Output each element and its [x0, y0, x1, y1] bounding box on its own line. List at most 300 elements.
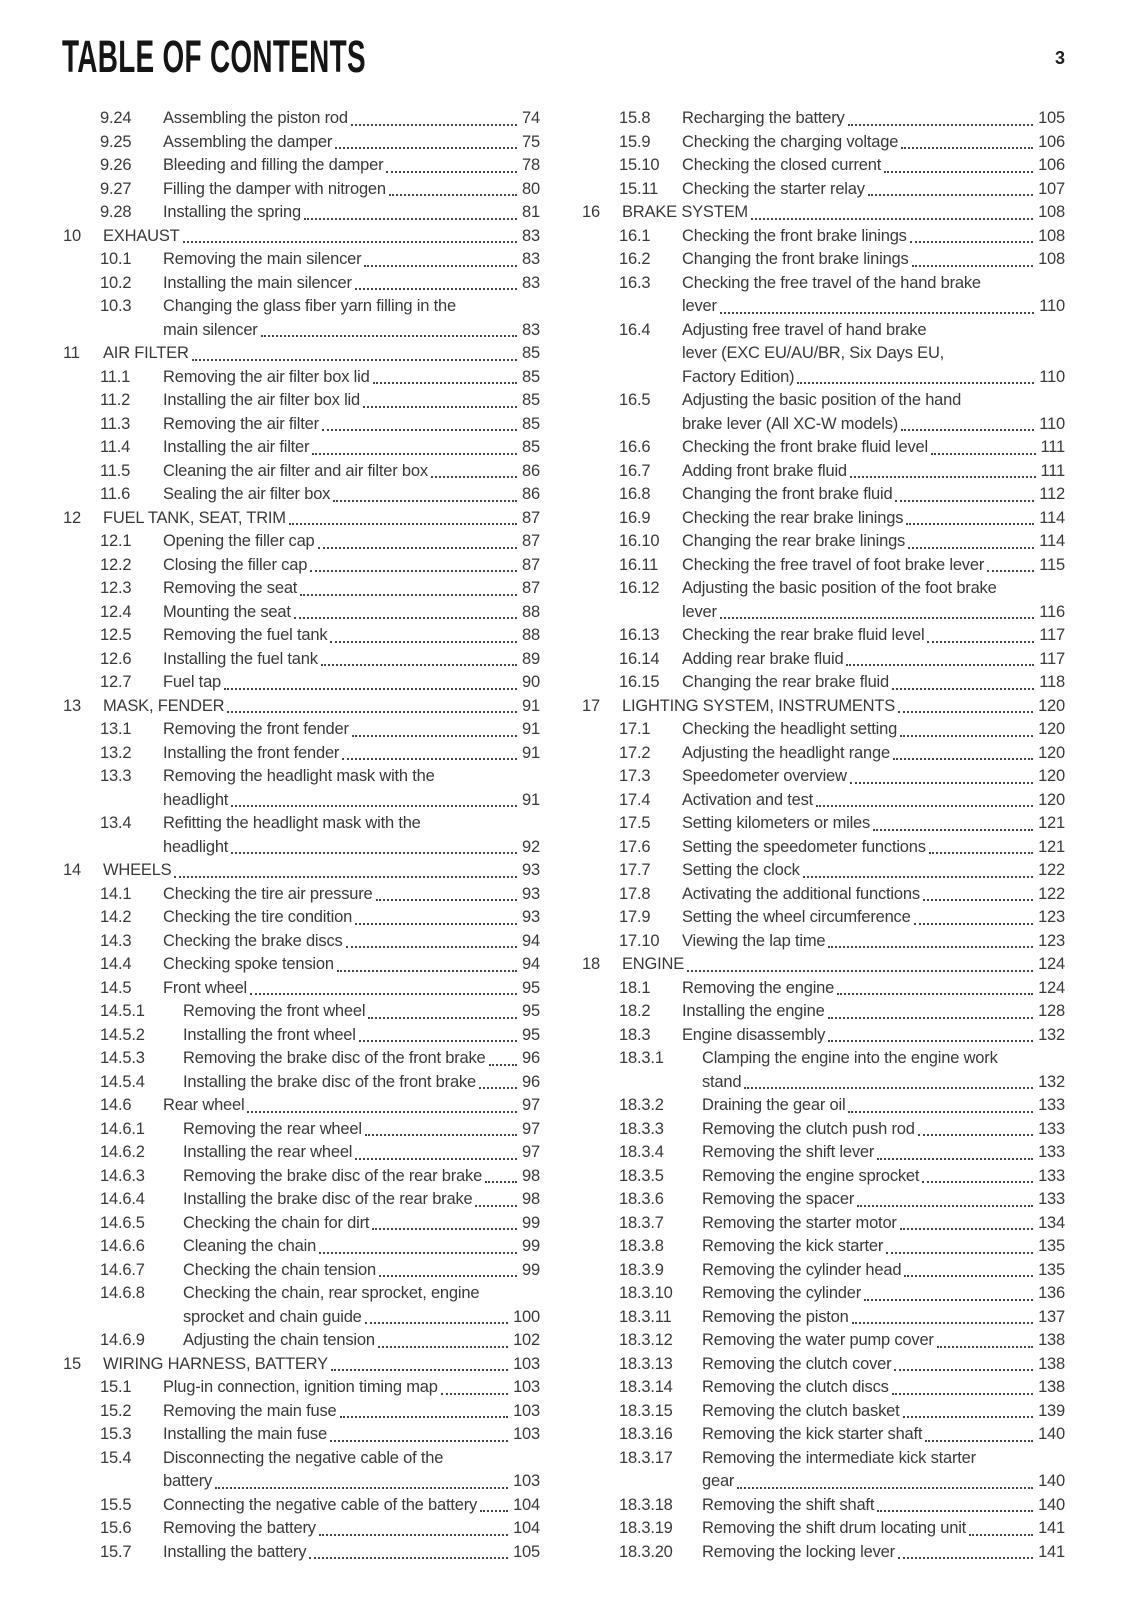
toc-entry — [582, 812, 1065, 836]
entry-body — [702, 1212, 1065, 1236]
dot-leader — [355, 288, 517, 290]
entry-last-line — [702, 1118, 1065, 1142]
dot-leader — [873, 829, 1033, 831]
entry-number: 18 — [582, 955, 600, 973]
entry-page: 120 — [1038, 743, 1065, 762]
toc-entry — [63, 225, 540, 249]
entry-body — [163, 930, 540, 954]
entry-number: 15.11 — [619, 179, 659, 198]
dot-leader — [386, 171, 517, 173]
entry-last-line — [682, 601, 1065, 625]
dot-leader — [192, 359, 517, 361]
entry-page: 116 — [1039, 602, 1065, 621]
toc-entry — [63, 389, 540, 413]
dot-leader — [837, 993, 1033, 995]
entry-title: Removing the main fuse — [163, 1401, 337, 1420]
dot-leader — [441, 1393, 508, 1395]
entry-page: 87 — [522, 508, 540, 527]
entry-last-line — [702, 1470, 1065, 1494]
dot-leader — [828, 1017, 1033, 1019]
entry-last-line — [183, 1306, 540, 1330]
entry-last-line — [702, 1306, 1065, 1330]
entry-page: 141 — [1038, 1519, 1065, 1537]
entry-title: Setting the speedometer functions — [682, 837, 926, 856]
entry-title: Removing the engine — [682, 978, 835, 997]
toc-entry — [582, 1353, 1065, 1377]
entry-body — [682, 107, 1065, 131]
dot-leader — [877, 1510, 1033, 1512]
toc-entry — [63, 601, 540, 625]
entry-last-line — [103, 507, 540, 531]
dot-leader — [744, 1087, 1033, 1089]
entry-number: 9.26 — [100, 156, 132, 174]
entry-title: Setting kilometers or miles — [682, 814, 871, 832]
toc-entry — [582, 1400, 1065, 1424]
dot-leader — [321, 664, 517, 666]
entry-page: 87 — [522, 555, 540, 574]
entry-body — [682, 248, 1065, 272]
entry-title: Removing the main silencer — [163, 250, 362, 268]
toc-entry — [582, 906, 1065, 930]
toc-entry — [582, 1541, 1065, 1565]
entry-page: 104 — [513, 1519, 540, 1537]
entry-title: Changing the rear brake fluid — [682, 673, 890, 691]
entry-last-line — [682, 671, 1065, 695]
entry-page: 137 — [1038, 1307, 1065, 1326]
entry-page: 83 — [522, 250, 540, 268]
entry-last-line — [103, 1353, 540, 1377]
entry-body — [682, 1024, 1065, 1048]
entry-title: Removing the front fender — [163, 720, 349, 738]
entry-body — [702, 1541, 1065, 1565]
toc-entry — [63, 906, 540, 930]
entry-body — [702, 1047, 1065, 1094]
toc-entry — [63, 107, 540, 131]
entry-number: 10.1 — [100, 250, 132, 268]
entry-number: 16.4 — [619, 320, 651, 339]
dot-leader — [922, 1181, 1033, 1183]
entry-page: 121 — [1038, 837, 1065, 856]
entry-title: Checking the front brake linings — [682, 226, 907, 245]
entry-title: Installing the air filter box lid — [163, 391, 360, 409]
entry-body — [163, 671, 540, 695]
entry-body — [163, 460, 540, 484]
entry-page: 95 — [522, 978, 540, 997]
entry-last-line — [163, 1541, 540, 1565]
entry-body — [682, 671, 1065, 695]
entry-last-line — [103, 859, 540, 883]
entry-title: Removing the fuel tank — [163, 626, 328, 644]
entry-number: 18.2 — [619, 1002, 651, 1020]
toc-entry — [582, 272, 1065, 319]
entry-body — [682, 648, 1065, 672]
entry-number: 11.5 — [100, 461, 131, 480]
dot-leader — [906, 523, 1034, 525]
toc-entry — [582, 695, 1065, 719]
entry-last-line — [682, 413, 1065, 437]
entry-page: 99 — [522, 1260, 540, 1279]
entry-number: 15.4 — [100, 1448, 132, 1467]
entry-body — [702, 1447, 1065, 1494]
toc-entry — [582, 1282, 1065, 1306]
entry-body — [163, 742, 540, 766]
dot-leader — [910, 241, 1033, 243]
toc-entry — [63, 1212, 540, 1236]
entry-body — [682, 530, 1065, 554]
entry-number: 18.3.18 — [619, 1495, 673, 1514]
entry-last-line — [163, 413, 540, 437]
dot-leader — [900, 735, 1033, 737]
toc-entry — [63, 1353, 540, 1377]
dot-leader — [898, 711, 1033, 713]
dot-leader — [828, 1040, 1033, 1042]
dot-leader — [231, 805, 517, 807]
toc-entry — [582, 483, 1065, 507]
dot-leader — [925, 1440, 1033, 1442]
entry-title: Changing the front brake linings — [682, 250, 909, 268]
dot-leader — [848, 1111, 1033, 1113]
entry-number: 17.6 — [619, 837, 651, 856]
entry-body — [682, 718, 1065, 742]
entry-last-line — [702, 1094, 1065, 1118]
toc-entry — [63, 507, 540, 531]
toc-entry — [63, 1071, 540, 1095]
entry-page: 94 — [522, 955, 540, 973]
entry-body — [163, 883, 540, 907]
entry-page: 92 — [522, 837, 540, 856]
dot-leader — [309, 1557, 508, 1559]
entry-number: 15.6 — [100, 1519, 132, 1537]
entry-page: 103 — [513, 1401, 540, 1420]
toc-entry — [582, 1047, 1065, 1094]
entry-title: Assembling the piston rod — [163, 109, 348, 127]
entry-number: 12.7 — [100, 673, 132, 691]
entry-number: 13.4 — [100, 814, 132, 832]
dot-leader — [737, 1487, 1033, 1489]
entry-body — [682, 1000, 1065, 1024]
entry-title: Checking the front brake fluid level — [682, 438, 928, 456]
dot-leader — [364, 265, 517, 267]
toc-entry — [63, 1494, 540, 1518]
entry-last-line — [163, 601, 540, 625]
toc-entry — [63, 695, 540, 719]
entry-number: 15.2 — [100, 1401, 132, 1420]
entry-title: Engine disassembly — [682, 1025, 826, 1044]
entry-page: 117 — [1039, 626, 1065, 644]
entry-page: 138 — [1038, 1331, 1065, 1349]
dot-leader — [250, 993, 517, 995]
entry-last-line — [163, 107, 540, 131]
entry-title: Adding rear brake fluid — [682, 649, 844, 668]
entry-page: 114 — [1039, 532, 1065, 550]
toc-entry — [63, 930, 540, 954]
entry-number: 18.3.9 — [619, 1260, 664, 1279]
entry-title: Removing the clutch cover — [702, 1354, 892, 1373]
toc-entry — [63, 953, 540, 977]
toc-entry — [63, 1423, 540, 1447]
toc-entry — [63, 812, 540, 859]
entry-body — [682, 577, 1065, 624]
entry-body — [163, 1376, 540, 1400]
entry-title: Installing the battery — [163, 1542, 307, 1561]
entry-body — [163, 1423, 540, 1447]
entry-body — [163, 1400, 540, 1424]
entry-number: 16.11 — [619, 555, 659, 574]
entry-body — [702, 1165, 1065, 1189]
entry-body — [183, 1282, 540, 1329]
entry-number: 15.7 — [100, 1542, 132, 1561]
dot-leader — [937, 1346, 1033, 1348]
entry-page: 120 — [1038, 720, 1065, 738]
entry-title: ENGINE — [622, 955, 685, 973]
toc-entry — [582, 1000, 1065, 1024]
entry-last-line — [682, 460, 1065, 484]
dot-leader — [816, 805, 1033, 807]
entry-last-line — [702, 1235, 1065, 1259]
dot-leader — [912, 265, 1033, 267]
toc-entry — [63, 413, 540, 437]
entry-number: 18.3.11 — [619, 1307, 672, 1326]
toc-entry — [582, 789, 1065, 813]
toc-entry — [63, 554, 540, 578]
toc-entry — [63, 1141, 540, 1165]
entry-title: Changing the front brake fluid — [682, 485, 893, 503]
entry-last-line — [682, 624, 1065, 648]
entry-title: Checking the tire condition — [163, 908, 353, 926]
toc-entry — [63, 977, 540, 1001]
entry-body — [702, 1376, 1065, 1400]
toc-entry — [63, 718, 540, 742]
dot-leader — [848, 124, 1034, 126]
dot-leader — [908, 547, 1034, 549]
dot-leader — [312, 453, 517, 455]
toc-entry — [63, 436, 540, 460]
entry-page: 110 — [1039, 414, 1065, 433]
entry-number: 18.3.13 — [619, 1354, 673, 1373]
entry-body — [682, 789, 1065, 813]
dot-leader — [183, 241, 518, 243]
entry-number: 12.4 — [100, 602, 132, 621]
entry-number: 18.3.17 — [619, 1448, 673, 1467]
toc-entry — [582, 530, 1065, 554]
entry-body — [163, 648, 540, 672]
dot-leader — [372, 1228, 517, 1230]
entry-number: 13.3 — [100, 767, 132, 785]
dot-leader — [215, 1487, 508, 1489]
entry-body — [183, 1212, 540, 1236]
entry-page: 86 — [522, 461, 540, 480]
entry-title-line: Checking the free travel of the hand brake — [682, 273, 981, 292]
entry-number: 15.10 — [619, 156, 660, 174]
entry-title: Removing the piston — [702, 1307, 849, 1326]
toc-column-left — [63, 107, 540, 1564]
toc-entry — [63, 154, 540, 178]
entry-number: 18.3.1 — [619, 1049, 664, 1067]
entry-page: 83 — [522, 226, 540, 245]
entry-number: 14.5.1 — [100, 1002, 145, 1020]
entry-number: 15.1 — [100, 1378, 132, 1396]
entry-number: 12.2 — [100, 555, 132, 574]
entry-body — [682, 507, 1065, 531]
dot-leader — [894, 1369, 1033, 1371]
toc-entry — [582, 248, 1065, 272]
entry-page: 88 — [522, 626, 540, 644]
entry-page: 134 — [1038, 1213, 1065, 1232]
entry-title: main silencer — [163, 320, 258, 339]
entry-title: Checking the chain tension — [183, 1260, 376, 1279]
entry-last-line — [702, 1517, 1065, 1541]
entry-title: Checking spoke tension — [163, 955, 334, 973]
dot-leader — [330, 1440, 508, 1442]
entry-body — [682, 272, 1065, 319]
entry-body — [163, 953, 540, 977]
entry-body — [682, 319, 1065, 390]
toc-entry — [582, 460, 1065, 484]
entry-body — [183, 1259, 540, 1283]
entry-title: Bleeding and filling the damper — [163, 156, 384, 174]
entry-page: 111 — [1040, 461, 1065, 480]
entry-title: Checking the rear brake fluid level — [682, 626, 925, 644]
entry-page: 78 — [522, 156, 540, 174]
entry-body — [103, 342, 540, 366]
entry-number: 13.2 — [100, 743, 132, 762]
entry-number: 9.25 — [100, 132, 132, 151]
toc-entry — [582, 1517, 1065, 1541]
entry-body — [163, 601, 540, 625]
entry-page: 123 — [1038, 931, 1065, 950]
entry-page: 103 — [513, 1425, 540, 1443]
toc-entry — [63, 460, 540, 484]
toc-entry — [63, 1282, 540, 1329]
entry-page: 111 — [1040, 438, 1065, 456]
entry-page: 140 — [1038, 1425, 1065, 1443]
entry-number: 18.3.12 — [619, 1331, 673, 1349]
toc-entry — [63, 248, 540, 272]
dot-leader — [901, 429, 1034, 431]
entry-body — [163, 272, 540, 296]
entry-page: 85 — [522, 438, 540, 456]
entry-page: 108 — [1038, 226, 1065, 245]
dot-leader — [886, 1252, 1033, 1254]
entry-last-line — [183, 1212, 540, 1236]
entry-title: Adjusting the chain tension — [183, 1331, 375, 1349]
entry-body — [702, 1188, 1065, 1212]
entry-body — [682, 554, 1065, 578]
entry-page: 91 — [522, 696, 540, 715]
entry-last-line — [702, 1165, 1065, 1189]
entry-page: 97 — [522, 1119, 540, 1138]
entry-body — [682, 836, 1065, 860]
entry-body — [163, 1541, 540, 1565]
entry-page: 106 — [1038, 132, 1065, 151]
entry-title-line: Adjusting free travel of hand brake — [682, 320, 927, 339]
dot-leader — [378, 1346, 508, 1348]
entry-last-line — [682, 107, 1065, 131]
entry-last-line — [163, 460, 540, 484]
toc-entry — [582, 225, 1065, 249]
entry-last-line — [682, 436, 1065, 460]
toc-entry — [582, 1329, 1065, 1353]
toc-entry — [63, 648, 540, 672]
entry-title: Installing the brake disc of the rear brake — [183, 1190, 473, 1208]
toc-entry — [582, 1212, 1065, 1236]
entry-page: 75 — [522, 132, 540, 151]
entry-number: 18.3.20 — [619, 1542, 673, 1561]
entry-page: 110 — [1039, 367, 1065, 386]
entry-number: 16.13 — [619, 626, 660, 644]
entry-number: 16.15 — [619, 673, 660, 691]
entry-number: 15.5 — [100, 1495, 132, 1514]
entry-page: 90 — [522, 673, 540, 691]
entry-page: 139 — [1038, 1401, 1065, 1420]
entry-body — [163, 530, 540, 554]
dot-leader — [489, 1064, 518, 1066]
entry-body — [702, 1235, 1065, 1259]
entry-page: 133 — [1038, 1190, 1065, 1208]
entry-number: 13.1 — [100, 720, 132, 738]
entry-title: Checking the free travel of foot brake lever — [682, 555, 985, 574]
dot-leader — [850, 476, 1036, 478]
entry-number: 15.9 — [619, 132, 651, 151]
entry-number: 18.3.4 — [619, 1143, 664, 1161]
dot-leader — [892, 688, 1034, 690]
entry-body — [682, 178, 1065, 202]
entry-last-line — [702, 1141, 1065, 1165]
entry-body — [163, 483, 540, 507]
entry-title: Checking the tire air pressure — [163, 884, 373, 903]
toc-entry — [63, 671, 540, 695]
entry-page: 106 — [1038, 156, 1065, 174]
entry-last-line — [163, 436, 540, 460]
dot-leader — [389, 194, 517, 196]
dot-leader — [289, 523, 517, 525]
entry-number: 9.27 — [100, 179, 132, 198]
entry-last-line — [163, 554, 540, 578]
entry-page: 91 — [522, 743, 540, 762]
entry-number: 17.1 — [619, 720, 651, 738]
entry-title: Removing the brake disc of the rear brake — [183, 1166, 483, 1185]
entry-last-line — [183, 1165, 540, 1189]
entry-number: 17.9 — [619, 908, 651, 926]
entry-title: AIR FILTER — [103, 344, 189, 362]
entry-last-line — [702, 1071, 1065, 1095]
entry-body — [163, 1447, 540, 1494]
entry-last-line — [163, 718, 540, 742]
entry-page: 114 — [1039, 508, 1065, 527]
entry-title: Rear wheel — [163, 1096, 245, 1114]
toc-entry — [582, 836, 1065, 860]
entry-body — [682, 154, 1065, 178]
entry-body — [682, 765, 1065, 789]
toc-entry — [582, 131, 1065, 155]
entry-page: 124 — [1038, 955, 1065, 973]
entry-page: 118 — [1039, 673, 1065, 691]
entry-page: 91 — [522, 790, 540, 809]
entry-last-line — [682, 930, 1065, 954]
toc-entry — [582, 1423, 1065, 1447]
entry-title: Installing the air filter — [163, 438, 310, 456]
entry-title: Sealing the air filter box — [163, 485, 331, 503]
entry-number: 18.3.16 — [619, 1425, 673, 1443]
dot-leader — [247, 1111, 517, 1113]
entry-last-line — [163, 624, 540, 648]
entry-body — [103, 859, 540, 883]
entry-body — [183, 1165, 540, 1189]
entry-title: Checking the charging voltage — [682, 132, 899, 151]
toc-entry — [63, 624, 540, 648]
dot-leader — [903, 1416, 1034, 1418]
entry-number: 14.4 — [100, 955, 132, 973]
